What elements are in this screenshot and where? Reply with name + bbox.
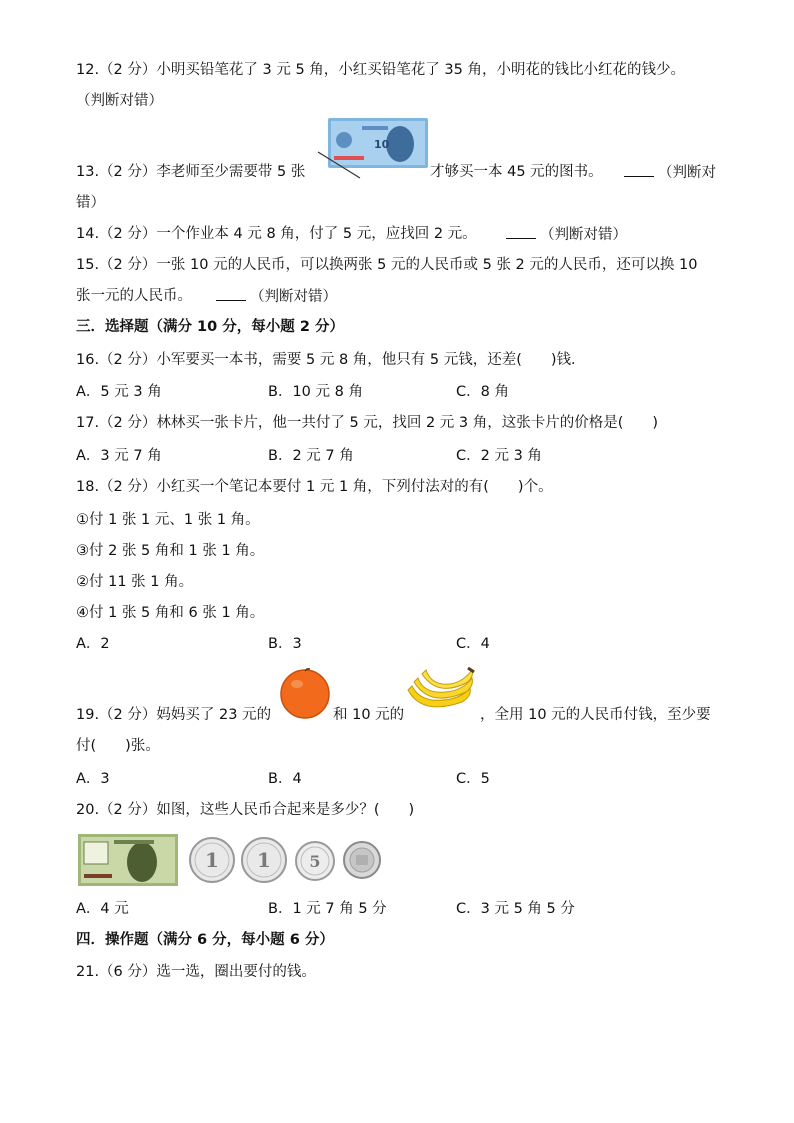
q20-option-c[interactable]: C．3 元 5 角 5 分: [456, 901, 575, 917]
q12-line2: （判断对错）: [76, 93, 163, 109]
diagonal-line-decoration: [316, 150, 362, 180]
section3-heading: 三．选择题（满分 10 分，每小题 2 分）: [76, 319, 344, 335]
q20-option-a[interactable]: A．4 元: [76, 901, 129, 917]
q18-item-1: ①付 1 张 1 元、1 张 1 角。: [76, 512, 260, 528]
q18-option-a[interactable]: A．2: [76, 636, 110, 652]
q19-option-a[interactable]: A．3: [76, 771, 110, 787]
q13-before: 13.（2 分）李老师至少需要带 5 张: [76, 164, 306, 180]
q19-part3: ，全用 10 元的人民币付钱，至少要: [480, 707, 711, 723]
q17-text: 17.（2 分）林林买一张卡片，他一共付了 5 元，找回 2 元 3 角，这张卡片的价格是( ): [76, 415, 659, 431]
banana-icon: [402, 666, 476, 718]
q18-option-b[interactable]: B．3: [268, 636, 302, 652]
q19-option-b[interactable]: B．4: [268, 771, 302, 787]
q19-line2: 付( )张。: [76, 738, 160, 754]
q15-answer-blank[interactable]: [212, 286, 337, 307]
q18-item-4: ④付 1 张 5 角和 6 张 1 角。: [76, 605, 265, 621]
q16-option-a[interactable]: A．5 元 3 角: [76, 384, 162, 400]
q19-part1: 19.（2 分）妈妈买了 23 元的: [76, 707, 272, 723]
q13-answer-blank[interactable]: [620, 162, 716, 183]
q12-line1: 12.（2 分）小明买铅笔花了 3 元 5 角，小红买铅笔花了 35 角，小明花的钱比小红花的钱少。: [76, 62, 685, 78]
q19-option-c[interactable]: C．5: [456, 771, 490, 787]
q13-after: 才够买一本 45 元的图书。: [430, 164, 603, 180]
q17-option-b[interactable]: B．2 元 7 角: [268, 448, 354, 464]
q16-text: 16.（2 分）小军要买一本书，需要 5 元 8 角，他只有 5 元钱，还差( )钱．: [76, 352, 586, 368]
coin-one-yuan-icon: [188, 836, 236, 884]
q17-option-c[interactable]: C．2 元 3 角: [456, 448, 542, 464]
section4-heading: 四．操作题（满分 6 分，每小题 6 分）: [76, 932, 334, 948]
q18-item-2: ②付 11 张 1 角。: [76, 574, 194, 590]
orange-icon: [279, 666, 331, 720]
coin-five-fen-icon: [294, 840, 336, 882]
q18-option-c[interactable]: C．4: [456, 636, 490, 652]
coin-one-yuan-icon: [240, 836, 288, 884]
q20-option-b[interactable]: B．1 元 7 角 5 分: [268, 901, 387, 917]
q21-text: 21.（6 分）选一选，圈出要付的钱。: [76, 964, 316, 980]
q13-line2: 错）: [76, 195, 105, 211]
banknote-denomination: 10: [374, 138, 390, 151]
q15-line1: 15.（2 分）一张 10 元的人民币，可以换两张 5 元的人民币或 5 张 2 元的人民币，还可以换 10: [76, 257, 698, 273]
one-yuan-banknote-image: [78, 834, 178, 886]
q18-item-3: ③付 2 张 5 角和 1 张 1 角。: [76, 543, 265, 559]
q14-answer-blank[interactable]: [502, 224, 627, 245]
q19-part2: 和 10 元的: [333, 707, 405, 723]
q15-line2: 张一元的人民币。: [76, 288, 192, 304]
coin-icon: [342, 840, 382, 880]
coin-value: 5: [309, 852, 321, 871]
coin-value: 1: [257, 848, 271, 872]
q14-tail: （判断对错）: [540, 227, 627, 243]
q16-option-c[interactable]: C．8 角: [456, 384, 509, 400]
q13-tail: （判断对: [658, 165, 716, 181]
q16-option-b[interactable]: B．10 元 8 角: [268, 384, 363, 400]
q18-text: 18.（2 分）小红买一个笔记本要付 1 元 1 角，下列付法对的有( )个。: [76, 479, 553, 495]
q14-text: 14.（2 分）一个作业本 4 元 8 角，付了 5 元，应找回 2 元。: [76, 226, 477, 242]
coin-value: 1: [205, 848, 219, 872]
q15-tail: （判断对错）: [250, 289, 337, 305]
q17-option-a[interactable]: A．3 元 7 角: [76, 448, 162, 464]
q20-text: 20.（2 分）如图，这些人民币合起来是多少？( ): [76, 802, 415, 818]
